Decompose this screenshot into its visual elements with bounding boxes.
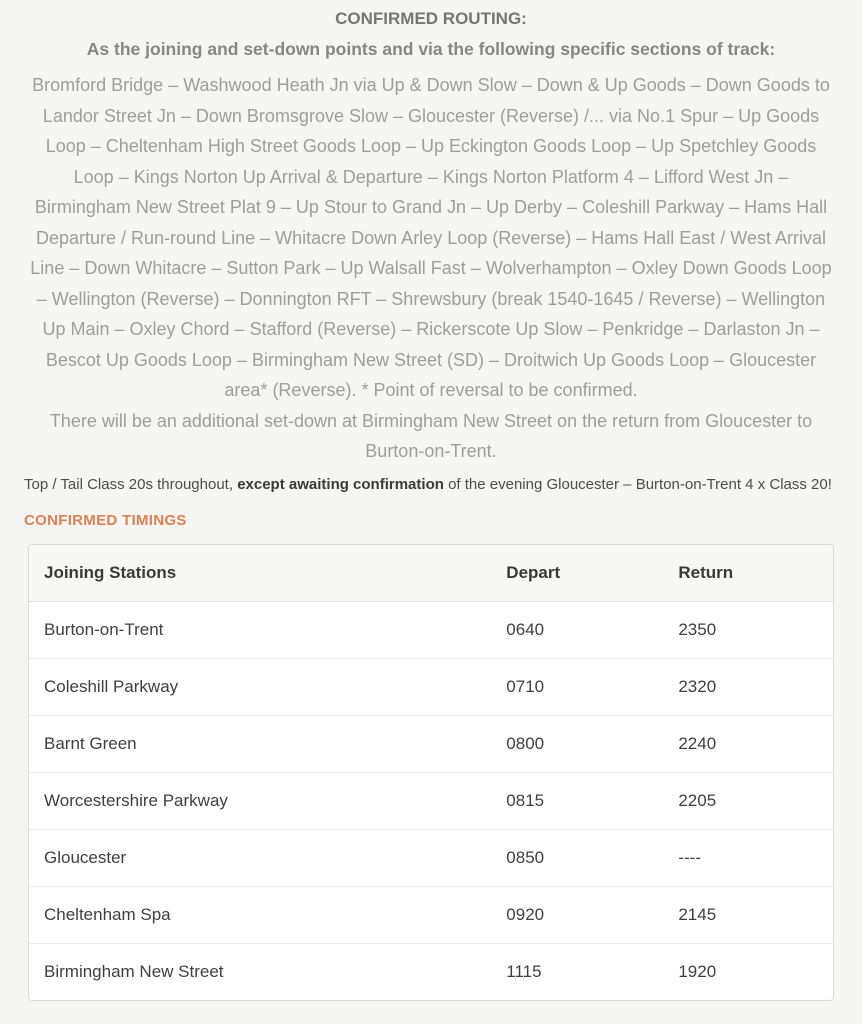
toptail-note-suffix: of the evening Gloucester – Burton-on-Trent 4 x Class 20! (443, 475, 832, 493)
station-cell: Birmingham New Street (29, 944, 491, 1000)
station-cell: Gloucester (29, 830, 491, 887)
return-cell: 2145 (663, 887, 833, 944)
table-row (29, 659, 833, 716)
table-row (29, 773, 833, 830)
return-cell: 2240 (663, 716, 833, 773)
depart-cell: 0710 (491, 659, 663, 716)
table-row (29, 944, 833, 1000)
return-cell: ---- (663, 830, 833, 887)
depart-cell: 0640 (491, 602, 663, 659)
depart-cell: 0920 (491, 887, 663, 944)
station-cell: Burton-on-Trent (29, 602, 491, 659)
return-cell: 1920 (663, 944, 833, 1000)
table-row (29, 887, 833, 944)
depart-cell: 0850 (491, 830, 663, 887)
depart-cell: 0800 (491, 716, 663, 773)
setdown-note: There will be an additional set-down at Birmingham New Street on the return from Gloucester to Burton-on-Trent. (49, 410, 813, 461)
col-header-depart: Depart (491, 545, 663, 602)
table-row (29, 716, 833, 773)
table-header-row (29, 545, 833, 602)
confirmed-timings-heading: CONFIRMED TIMINGS (24, 511, 187, 529)
return-cell: 2350 (663, 602, 833, 659)
return-cell: 2320 (663, 659, 833, 716)
toptail-note-bold: except awaiting confirmation (237, 475, 444, 493)
station-cell: Worcestershire Parkway (29, 773, 491, 830)
routing-title: CONFIRMED ROUTING: (335, 9, 527, 28)
table-row (29, 602, 833, 659)
col-header-return: Return (663, 545, 833, 602)
station-cell: Barnt Green (29, 716, 491, 773)
station-cell: Cheltenham Spa (29, 887, 491, 944)
routing-subtitle: As the joining and set-down points and via the following specific sections of track: (86, 39, 776, 59)
return-cell: 2205 (663, 773, 833, 830)
timings-table (28, 544, 834, 1001)
depart-cell: 1115 (491, 944, 663, 1000)
station-cell: Coleshill Parkway (29, 659, 491, 716)
route-description: Bromford Bridge – Washwood Heath Jn via Up & Down Slow – Down & Up Goods – Down Goods to Landor Street Jn – Down Bromsgrove Slow – Gloucester (Reverse) /... via No.1 Spur – Up Goods Loop – Cheltenham High Street Goods Loop – Up Eckington Goods Loop – Up Spetchley Goods Loop – Kings Norton Up Arrival & Departure – Kings Norton Platform 4 – Lifford West Jn – Birmingham New Street Plat 9 – Up Stour to Grand Jn – Up Derby – Coleshill Parkway – Hams Hall Departure / Run-round Line – Whitacre Down Arley Loop (Reverse) – Hams Hall East / West Arrival Line – Down Whitacre – Sutton Park – Up Walsall Fast – Wolverhampton – Oxley Down Goods Loop – Wellington (Reverse) – Donnington RFT – Shrewsbury (break 1540-1645 / Reverse) – Wellington Up Main – Oxley Chord – Stafford (Reverse) – Rickerscote Up Slow – Penkridge – Darlaston Jn – Bescot Up Goods Loop – Birmingham New Street (SD) – Droitwich Up Goods Loop – Gloucester area* (Reverse). * Point of reversal to be confirmed. (30, 75, 832, 400)
col-header-joining-stations: Joining Stations (29, 545, 491, 602)
toptail-note (24, 474, 838, 495)
depart-cell: 0815 (491, 773, 663, 830)
table-row (29, 830, 833, 887)
toptail-note-prefix: Top / Tail Class 20s throughout, (24, 475, 238, 493)
